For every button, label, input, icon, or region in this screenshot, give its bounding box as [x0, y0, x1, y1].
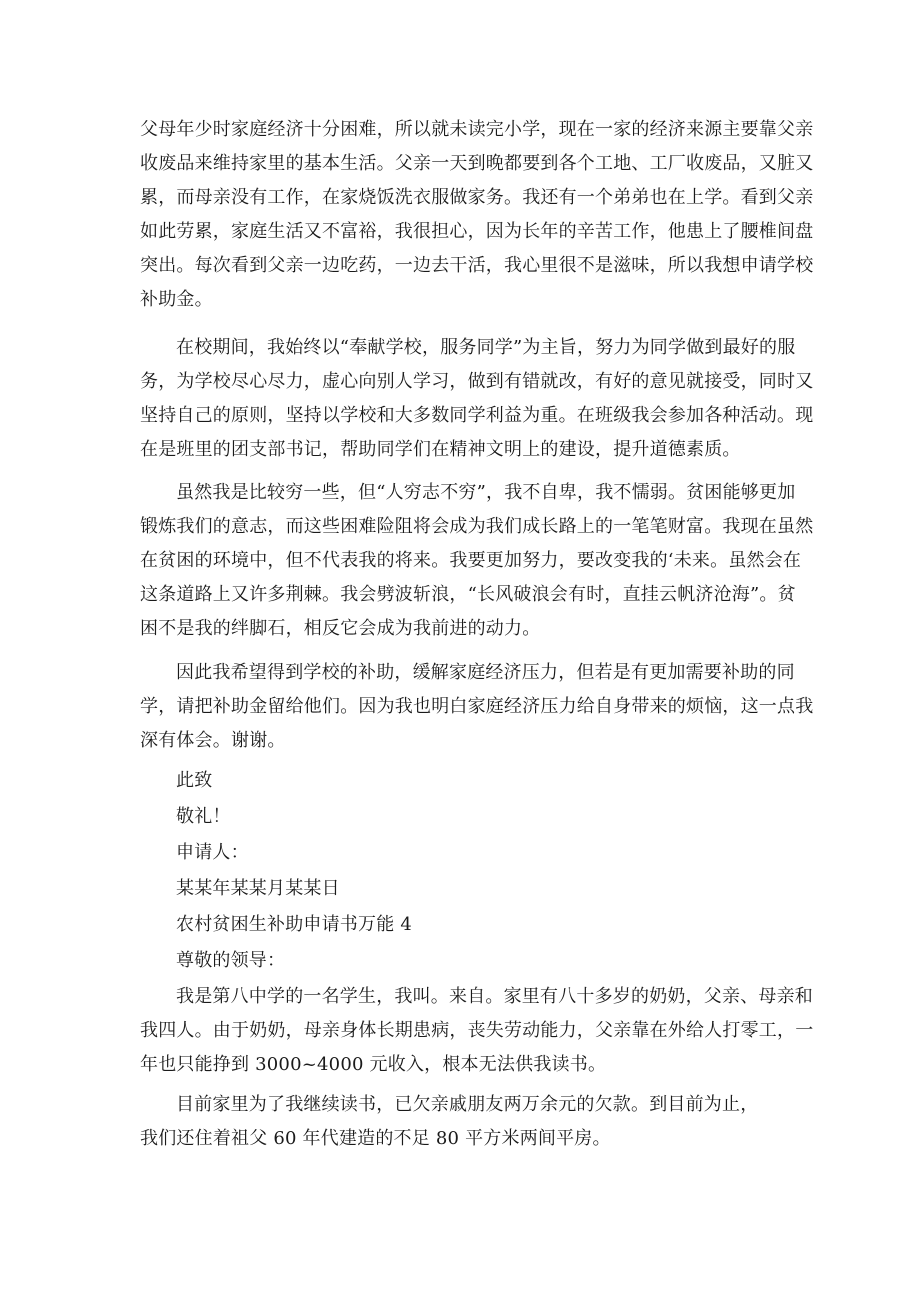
text-line: 突出。每次看到父亲一边吃药，一边去干活，我心里很不是滋味，所以我想申请学校 — [140, 255, 814, 276]
text-line: 父母年少时家庭经济十分困难，所以就未读完小学，现在一家的经济来源主要靠父亲 — [140, 119, 814, 140]
text-line: 年也只能挣到 3000~4000 元收入，根本无法供我读书。 — [140, 1054, 607, 1075]
text-line: 我是第八中学的一名学生，我叫。来自。家里有八十多岁的奶奶，父亲、母亲和 — [176, 986, 813, 1007]
closing-regards — [140, 800, 780, 834]
text-line: 某某年某某月某某日 — [176, 878, 340, 899]
paragraph-debt — [140, 1088, 780, 1156]
paragraph-introduction — [140, 980, 814, 1082]
text-line: 深有体会。谢谢。 — [140, 730, 286, 751]
text-line: 务，为学校尽心尽力，虚心向别人学习，做到有错就改，有好的意见就接受，同时又 — [140, 371, 814, 392]
paragraph-school-service — [140, 331, 814, 467]
date-line — [140, 872, 780, 906]
closing-salutation — [140, 764, 780, 798]
text-line: 坚持自己的原则，坚持以学校和大多数同学利益为重。在班级我会参加各种活动。现 — [140, 405, 814, 426]
text-line: 困不是我的绊脚石，相反它会成为我前进的动力。 — [140, 618, 541, 639]
text-line: 学，请把补助金留给他们。因为我也明白家庭经济压力给自身带来的烦恼，这一点我 — [140, 696, 814, 717]
text-line: 我们还住着祖父 60 年代建造的不足 80 平方米两间平房。 — [140, 1128, 611, 1149]
text-line: 虽然我是比较穷一些，但“人穷志不穷”，我不自卑，我不懦弱。贫困能够更加 — [176, 482, 796, 503]
text-line: 在是班里的团支部书记，帮助同学们在精神文明上的建设，提升道德素质。 — [140, 439, 741, 460]
text-line: 农村贫困生补助申请书万能 4 — [176, 914, 412, 935]
text-line: 这条道路上又许多荆棘。我会劈波斩浪，“长风破浪会有时，直挂云帆济沧海”。贫 — [140, 584, 796, 605]
letter-greeting — [140, 944, 780, 978]
text-line: 在贫困的环境中，但不代表我的将来。我要更加努力，要改变我的‘未来。虽然会在 — [140, 550, 802, 571]
text-line: 尊敬的领导： — [176, 950, 286, 971]
text-line: 锻炼我们的意志，而这些困难险阻将会成为我们成长路上的一笔笔财富。我现在虽然 — [140, 516, 814, 537]
text-line: 因此我希望得到学校的补助，缓解家庭经济压力，但若是有更加需要补助的同 — [176, 662, 795, 683]
text-line: 如此劳累，家庭生活又不富裕，我很担心，因为长年的辛苦工作，他患上了腰椎间盘 — [140, 221, 814, 242]
paragraph-family-hardship — [140, 113, 814, 317]
text-line: 收废品来维持家里的基本生活。父亲一天到晚都要到各个工地、工厂收废品，又脏又 — [140, 153, 814, 174]
paragraph-perseverance — [140, 476, 814, 646]
paragraph-request — [140, 656, 814, 758]
text-line: 申请人： — [176, 842, 249, 863]
text-line: 目前家里为了我继续读书，已欠亲戚朋友两万余元的欠款。到目前为止， — [176, 1094, 759, 1115]
text-line: 在校期间，我始终以“奉献学校，服务同学”为主旨，努力为同学做到最好的服 — [176, 337, 796, 358]
text-line: 我四人。由于奶奶，母亲身体长期患病，丧失劳动能力，父亲靠在外给人打零工，一 — [140, 1020, 814, 1041]
text-line: 补助金。 — [140, 289, 213, 310]
text-line: 敬礼！ — [176, 806, 231, 827]
section-heading — [140, 908, 780, 942]
text-line: 此致 — [176, 770, 213, 791]
text-line: 累，而母亲没有工作，在家烧饭洗衣服做家务。我还有一个弟弟也在上学。看到父亲 — [140, 187, 814, 208]
applicant-label — [140, 836, 780, 870]
